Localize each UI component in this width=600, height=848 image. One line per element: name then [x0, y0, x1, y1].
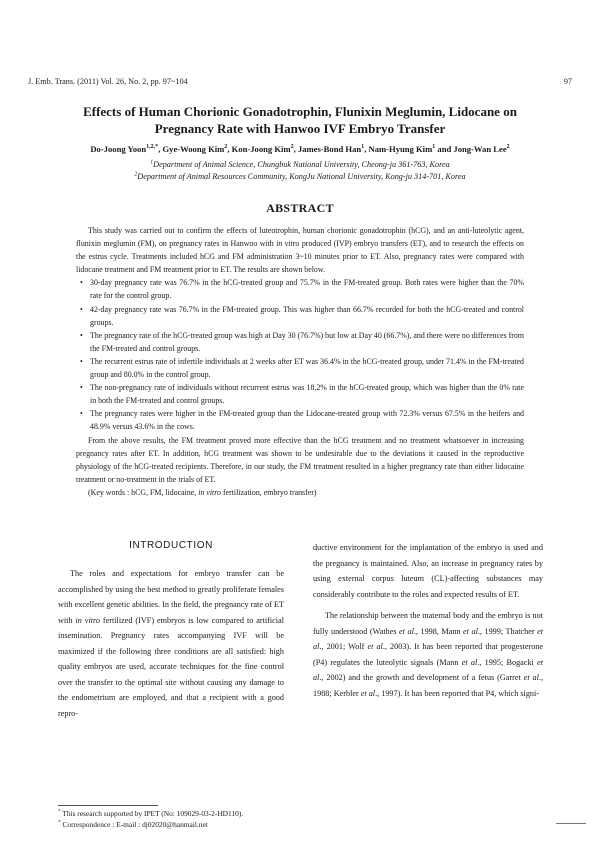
citation-etal: et al — [523, 673, 539, 682]
intro-paragraph-1-continued: ductive environment for the implantation of the embryo is used and the pregnancy is maintained. Also, an increase in pregnancy rates by using external corpus luteum (CL)-affecting substances may considerably contribute to the roles and expected results of ET. — [313, 543, 543, 599]
author-name: , Gye-Woong Kim — [158, 144, 225, 154]
abstract-text: produced (IVP) embryo transfers (ET), and to research the effects on the estrus cycle. Treatments included hCG and FM administration 3~10 minutes prior to ET. Also, pregnancy rates were compared with lidocane treatment and FM treatment prior to ET. The results are shown below. — [76, 239, 524, 275]
author-name: , James-Bond Han — [293, 144, 362, 154]
author-affiliation-mark: 2 — [506, 144, 510, 151]
affiliation-text: Department of Animal Resources Community, KongJu National University, Kong-ju 314-701, Korea — [137, 172, 466, 181]
journal-citation: J. Emb. Trans. (2011) Vol. 26, No. 2, pp. 97~104 — [28, 77, 188, 86]
affiliation-text: Department of Animal Science, Chungbuk National University, Cheong-ju 361-763, Korea — [153, 160, 450, 169]
corner-divider — [556, 823, 586, 824]
keywords — [76, 486, 524, 499]
list-item — [76, 276, 524, 302]
author-affiliation-mark: 1,2,* — [146, 144, 159, 151]
paragraph-text: ., 1997). It has been reported that P4, which signi- — [375, 688, 540, 698]
affiliation-1 — [30, 160, 570, 169]
paragraph-text: The roles and expectations for embryo transfer can be accomplished by using the best method to greatly proliferate females with excellent genetic abilities. In the field, the pregnancy rate of ET with — [58, 569, 284, 625]
author-name: , Kon-Joong Kim — [227, 144, 291, 154]
keywords-text: (Key words : hCG, FM, lidocaine, — [88, 487, 199, 497]
bullet-marker: • — [80, 278, 83, 288]
abstract-conclusion: From the above results, the FM treatment proved more effective than the hCG treatment and no treatment whatsoever in increasing pregnancy rates after ET. In addition, hCG treatment was shown to be undesirable due to the deviations it caused in the reproductive physiology of the hCG-treated recipients. Therefore, in our study, the FM treatment resulted in a higher pregnancy rate than either lidocaine treatment or no-treatment in the trials of ET. — [76, 435, 524, 484]
running-header — [28, 77, 572, 86]
citation-etal: et al — [463, 626, 478, 636]
list-item — [76, 407, 524, 433]
abstract-text: This study was carried out to confirm the effects of luteotrophin, human chorionic gonadotrophin (hCG), and an anti-luteolytic agent, flunixin meglumin (FM), on pregnancy rates in Hanwoo with — [76, 226, 524, 249]
article-title — [40, 103, 560, 137]
list-item — [76, 303, 524, 329]
bullet-marker: • — [80, 304, 83, 314]
list-item — [76, 381, 524, 407]
citation-etal: et al — [399, 626, 414, 636]
abstract-intro — [76, 224, 524, 276]
paragraph-text: ., 1999; Thatcher — [477, 626, 538, 636]
list-item-text: 30-day pregnancy rate was 76.7% in the hCG-treated group and 75.7% in the FM-treated group. Both rates were higher than the 70% rate for the control group. — [90, 278, 524, 301]
bullet-marker: • — [80, 356, 83, 366]
author-affiliation-mark: 2 — [290, 144, 294, 151]
footnote-text: Correspondence : E-mail : dj02020@hanmail.net — [60, 820, 208, 829]
affiliation-mark: 1 — [150, 159, 154, 166]
affiliation-2 — [30, 172, 570, 181]
abstract-body — [76, 224, 524, 499]
paragraph-text: ., 2001; Wolf — [319, 642, 368, 651]
paragraph-italic: in vitro — [75, 615, 100, 625]
citation-etal: et al — [461, 657, 478, 667]
abstract-italic: in vitro — [276, 239, 300, 249]
keywords-text: fertilization, embryo transfer) — [220, 487, 317, 497]
footnote-divider — [58, 805, 158, 806]
author-affiliation-mark: 2 — [224, 144, 228, 151]
right-column — [313, 540, 543, 701]
author-affiliation-mark: 1 — [432, 144, 436, 151]
paragraph-text: ., 1995; Bogacki — [477, 657, 538, 667]
citation-etal: et al — [313, 657, 543, 682]
intro-paragraph-2 — [313, 608, 543, 701]
paragraph-text: fertilized (IVF) embryos is low compared to artificial insemination. Pregnancy rates accompanying IVF will be maximized if the following three conditions are all satisfied: high quality embryos are used, accurate techniques for the fine control over the transfer to the optimal site without causing any damage to the endometrium are employed, and that a recipient with a good repro- — [58, 615, 284, 718]
bullet-marker: • — [80, 409, 83, 419]
footnote-correspondence — [58, 819, 243, 830]
author-affiliation-mark: 1 — [361, 144, 365, 151]
author-name: Do-Joong Yoon — [90, 144, 147, 154]
bullet-marker: • — [80, 330, 83, 340]
keywords-italic: in vitro — [198, 487, 221, 497]
paragraph-text: ., 1988; Kerbler — [313, 673, 543, 698]
list-item-text: The pregnancy rate of the hCG-treated group was high at Day 30 (76.7%) but low at Day 40 (66.7%), and there were no differences from the FM-treated and control groups. — [90, 330, 524, 353]
paragraph-text: The relationship between the maternal body and the embryo is not fully understood (Wathes — [313, 611, 543, 636]
left-column — [58, 540, 284, 721]
list-item-text: The recurrent estrus rate of infertile individuals at 2 weeks after ET was 36.4% in the hCG-treated group, under 71.4% in the FM-treated group and 80.0% in the control group. — [90, 356, 524, 380]
list-item — [76, 355, 524, 381]
title-line-1: Effects of Human Chorionic Gonadotrophin, Flunixin Meglumin, Lidocane on — [83, 104, 517, 119]
list-item-text: 42-day pregnancy rate was 76.7% in the FM-treated group. This was higher than 66.7% recorded for both the hCG-treated and control groups. — [90, 304, 524, 327]
list-item-text: The pregnancy rates were higher in the FM-treated group than the Lidocane-treated group with 72.3% versus 67.5% in the heifers and 48.9% versus 43.6% in the cows. — [90, 409, 524, 432]
paragraph-text: ., 2003). It has been reported that progesterone (P4) regulates the luteolytic signals (Mann — [313, 642, 544, 667]
abstract-heading: ABSTRACT — [266, 201, 334, 215]
list-item-text: The non-pregnancy rate of individuals without recurrent estrus was 18.2% in the hCG-treated group, which was higher than the 0% rate in both the FM-treated and control groups. — [90, 383, 524, 406]
footnote-text: This research supported by IPET (No: 109029-03-2-HD110). — [60, 809, 244, 818]
citation-etal: et al — [367, 642, 383, 651]
author-list — [30, 144, 570, 154]
title-line-2: Pregnancy Rate with Hanwoo IVF Embryo Transfer — [154, 121, 446, 136]
results-list — [76, 276, 524, 433]
page-number: 97 — [563, 77, 572, 86]
citation-etal: et al — [313, 626, 544, 651]
author-name: , Nam-Hyung Kim — [364, 144, 433, 154]
bullet-marker: • — [80, 383, 83, 393]
affiliation-mark: 2 — [134, 171, 138, 178]
section-heading-introduction: INTRODUCTION — [129, 540, 213, 551]
list-item — [76, 329, 524, 355]
footnotes — [58, 808, 243, 830]
paragraph-text: ., 1998, Mann — [413, 626, 464, 636]
citation-etal: et al — [360, 688, 376, 698]
intro-paragraph-1 — [58, 566, 284, 721]
footnote-funding — [58, 808, 243, 819]
paragraph-text: ., 2002) and the growth and development of a fetus (Garret — [319, 673, 524, 682]
author-name: and Jong-Wan Lee — [435, 144, 507, 154]
footnote-mark: * — [58, 808, 61, 815]
footnote-mark: * — [58, 819, 61, 826]
